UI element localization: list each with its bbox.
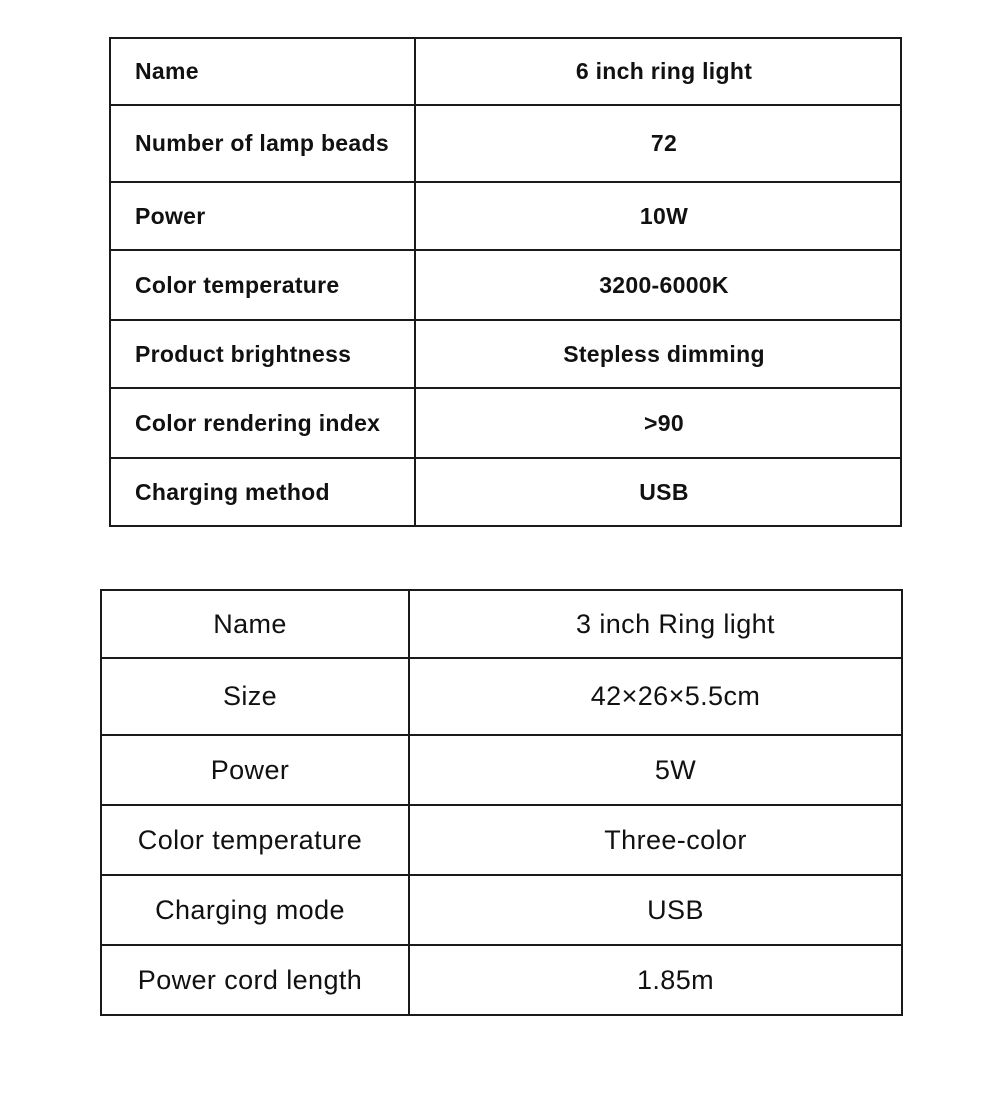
spec-label: Charging method bbox=[110, 458, 415, 526]
spec-label: Power bbox=[101, 735, 409, 805]
table-row bbox=[110, 105, 901, 182]
table-row bbox=[101, 805, 902, 875]
spec-label: Color temperature bbox=[101, 805, 409, 875]
spec-value: 72 bbox=[415, 105, 901, 182]
table-row bbox=[101, 658, 902, 735]
table-row bbox=[110, 38, 901, 105]
spec-value: >90 bbox=[415, 388, 901, 458]
table-row bbox=[101, 875, 902, 945]
spec-table-6-inch bbox=[109, 37, 902, 527]
spec-value: Three-color bbox=[409, 805, 902, 875]
spec-label: Name bbox=[110, 38, 415, 105]
spec-label: Color rendering index bbox=[110, 388, 415, 458]
spec-label: Power cord length bbox=[101, 945, 409, 1015]
spec-label: Product brightness bbox=[110, 320, 415, 388]
spec-value: Stepless dimming bbox=[415, 320, 901, 388]
spec-value: 10W bbox=[415, 182, 901, 250]
spec-value: USB bbox=[415, 458, 901, 526]
spec-value: 3200-6000K bbox=[415, 250, 901, 320]
spec-value: 6 inch ring light bbox=[415, 38, 901, 105]
spec-label: Charging mode bbox=[101, 875, 409, 945]
spec-table-3-inch bbox=[100, 589, 903, 1016]
spec-label: Size bbox=[101, 658, 409, 735]
spec-label: Color temperature bbox=[110, 250, 415, 320]
spec-label: Number of lamp beads bbox=[110, 105, 415, 182]
spec-label: Name bbox=[101, 590, 409, 658]
spec-value: 42×26×5.5cm bbox=[409, 658, 902, 735]
table-row bbox=[101, 590, 902, 658]
table-row bbox=[110, 250, 901, 320]
table-row bbox=[110, 182, 901, 250]
spec-value: 3 inch Ring light bbox=[409, 590, 902, 658]
table-row bbox=[110, 320, 901, 388]
table-row bbox=[110, 388, 901, 458]
table-row bbox=[110, 458, 901, 526]
table-row bbox=[101, 945, 902, 1015]
spec-label: Power bbox=[110, 182, 415, 250]
table-row bbox=[101, 735, 902, 805]
spec-value: 1.85m bbox=[409, 945, 902, 1015]
spec-value: USB bbox=[409, 875, 902, 945]
spec-value: 5W bbox=[409, 735, 902, 805]
